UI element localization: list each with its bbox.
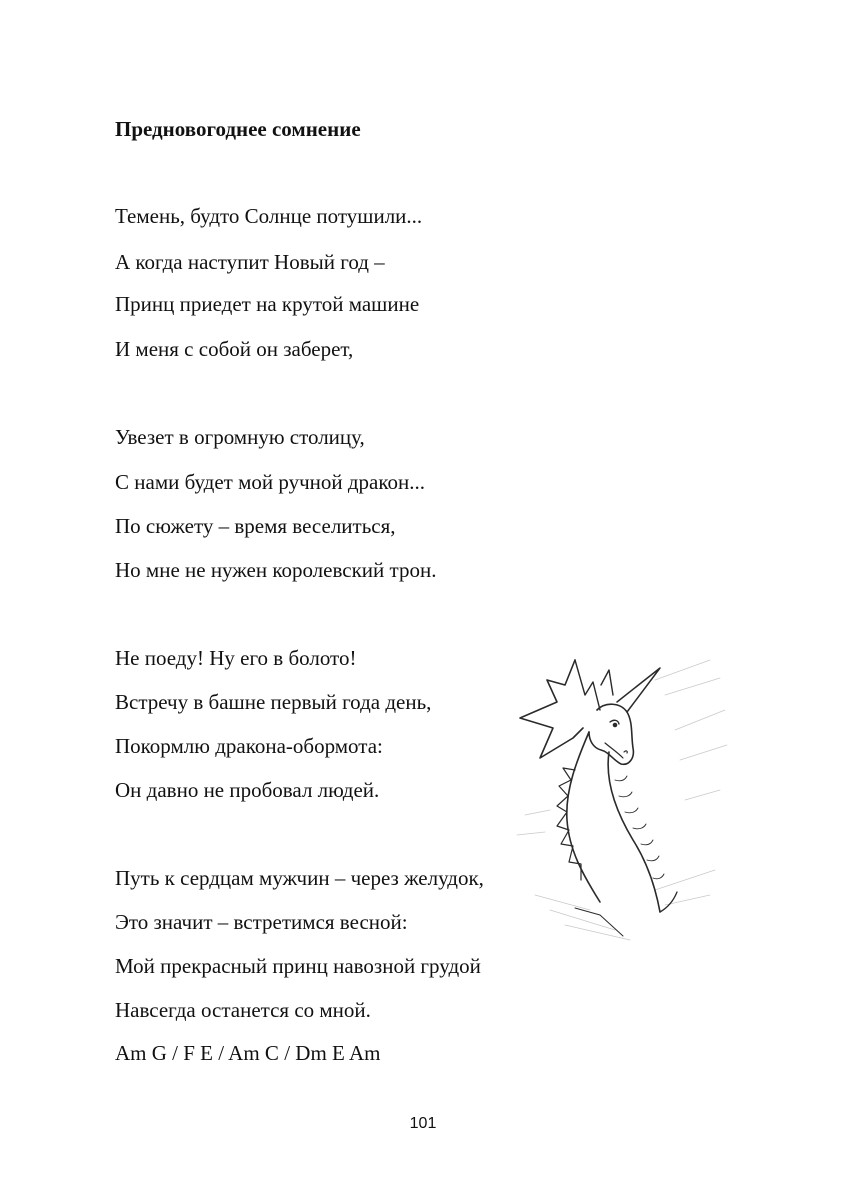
poem-line: Встречу в башне первый года день,	[115, 690, 432, 714]
poem-line: Увезет в огромную столицу,	[115, 425, 365, 449]
poem-line: Но мне не нужен королевский трон.	[115, 558, 437, 582]
poem-line: Не поеду! Ну его в болото!	[115, 646, 357, 670]
poem-line: Он давно не пробовал людей.	[115, 778, 380, 802]
poem-line: Путь к сердцам мужчин – через желудок,	[115, 866, 484, 890]
poem-line: Мой прекрасный принц навозной грудой	[115, 954, 481, 978]
poem-line: И меня с собой он заберет,	[115, 337, 354, 361]
poem-line: С нами будет мой ручной дракон...	[115, 470, 426, 494]
page-number: 101	[409, 1115, 437, 1132]
dragon-sketch-icon	[505, 640, 730, 950]
poem-line: Принц приедет на крутой машине	[115, 292, 420, 316]
poem-line: Навсегда останется со мной.	[115, 998, 371, 1022]
chord-line: Am G / F E / Am C / Dm E Am	[115, 1041, 381, 1065]
poem-title: Предновогоднее сомнение	[115, 117, 361, 141]
poem-line: Это значит – встретимся весной:	[115, 910, 408, 934]
poem-line: По сюжету – время веселиться,	[115, 514, 396, 538]
poem-line: Покормлю дракона-обормота:	[115, 734, 383, 758]
poem-line: Темень, будто Солнце потушили...	[115, 204, 423, 228]
poem-line: А когда наступит Новый год –	[115, 250, 385, 274]
